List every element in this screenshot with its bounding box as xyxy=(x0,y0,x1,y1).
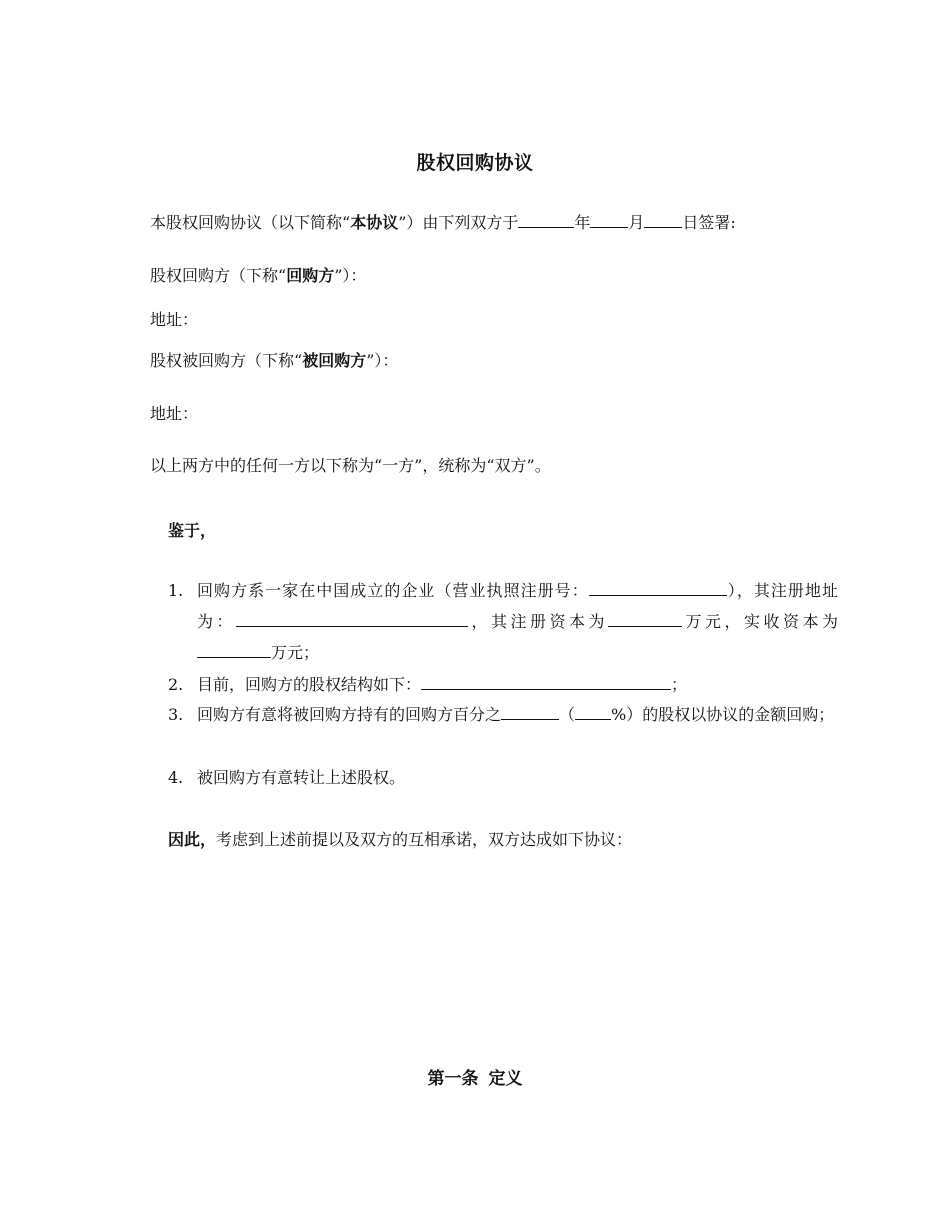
recital-number: 2. xyxy=(168,675,184,694)
day-blank[interactable] xyxy=(644,212,682,228)
recital-item-1 xyxy=(168,575,838,668)
buyer-defined-term: 回购方 xyxy=(286,266,335,285)
buyer-prefix: 股权回购方（下称“ xyxy=(150,266,287,285)
article-heading xyxy=(0,1064,950,1089)
year-label: 年 xyxy=(574,213,591,232)
percentage-number-blank[interactable] xyxy=(575,704,611,720)
percentage-words-blank[interactable] xyxy=(501,704,559,720)
seller-address: 地址： xyxy=(150,404,199,423)
intro-suffix: 日签署: xyxy=(682,213,736,232)
recital-text: 回购方有意将被回购方持有的回购方百分之 xyxy=(197,705,502,724)
conclusion-lead: 因此， xyxy=(168,830,217,849)
year-blank[interactable] xyxy=(518,212,574,228)
recital-text: %）的股权以协议的金额回购； xyxy=(611,705,835,724)
registered-address-blank[interactable] xyxy=(236,611,468,627)
recital-item-3 xyxy=(168,699,838,730)
recital-body xyxy=(197,575,838,668)
recital-text: ； xyxy=(671,675,688,694)
recital-item-4 xyxy=(168,762,838,793)
registered-capital-blank[interactable] xyxy=(608,611,682,627)
recital-body xyxy=(197,699,838,730)
parties-note: 以上两方中的任何一方以下称为“一方”，统称为“双方”。 xyxy=(150,456,551,475)
intro-paragraph xyxy=(150,212,736,234)
recital-text: 万元； xyxy=(271,643,320,662)
recital-number: 3. xyxy=(168,705,184,724)
intro-prefix: 本股权回购协议（以下简称“ xyxy=(150,213,351,232)
registration-number-blank[interactable] xyxy=(589,580,727,596)
buyer-address: 地址： xyxy=(150,310,199,329)
recital-text: 被回购方有意转让上述股权。 xyxy=(197,768,406,787)
recital-number: 1. xyxy=(168,581,184,600)
intro-defined-term: 本协议 xyxy=(350,213,399,232)
recital-text: ），其注册地址为： xyxy=(197,581,838,631)
article-name: 定义 xyxy=(488,1069,523,1089)
buyer-line xyxy=(150,265,366,287)
buyer-suffix: ”）： xyxy=(334,266,367,285)
month-label: 月 xyxy=(628,213,645,232)
seller-defined-term: 被回购方 xyxy=(302,351,367,370)
recital-text: 回购方系一家在中国成立的企业（营业执照注册号： xyxy=(197,581,589,600)
paid-in-capital-blank[interactable] xyxy=(197,642,271,658)
recital-item-2 xyxy=(168,669,838,700)
recital-text: ，其注册资本为 xyxy=(468,612,608,631)
recital-text: 万元，实收资本为 xyxy=(681,612,838,631)
recitals-heading: 鉴于， xyxy=(168,521,217,540)
recital-text: 目前，回购方的股权结构如下： xyxy=(197,675,422,694)
seller-line xyxy=(150,350,398,372)
intro-mid: ”）由下列双方于 xyxy=(398,213,519,232)
article-number: 第一条 xyxy=(427,1069,479,1089)
recital-text: （ xyxy=(559,705,576,724)
seller-prefix: 股权被回购方（下称“ xyxy=(150,351,303,370)
recital-body xyxy=(197,762,838,793)
conclusion-text: 考虑到上述前提以及双方的互相承诺，双方达成如下协议： xyxy=(216,830,633,849)
shareholding-structure-blank[interactable] xyxy=(421,674,671,690)
month-blank[interactable] xyxy=(590,212,628,228)
seller-suffix: ”）： xyxy=(366,351,399,370)
document-title: 股权回购协议 xyxy=(416,152,534,174)
recital-body xyxy=(197,669,838,700)
conclusion-paragraph xyxy=(168,827,632,850)
recital-number: 4. xyxy=(168,768,184,787)
